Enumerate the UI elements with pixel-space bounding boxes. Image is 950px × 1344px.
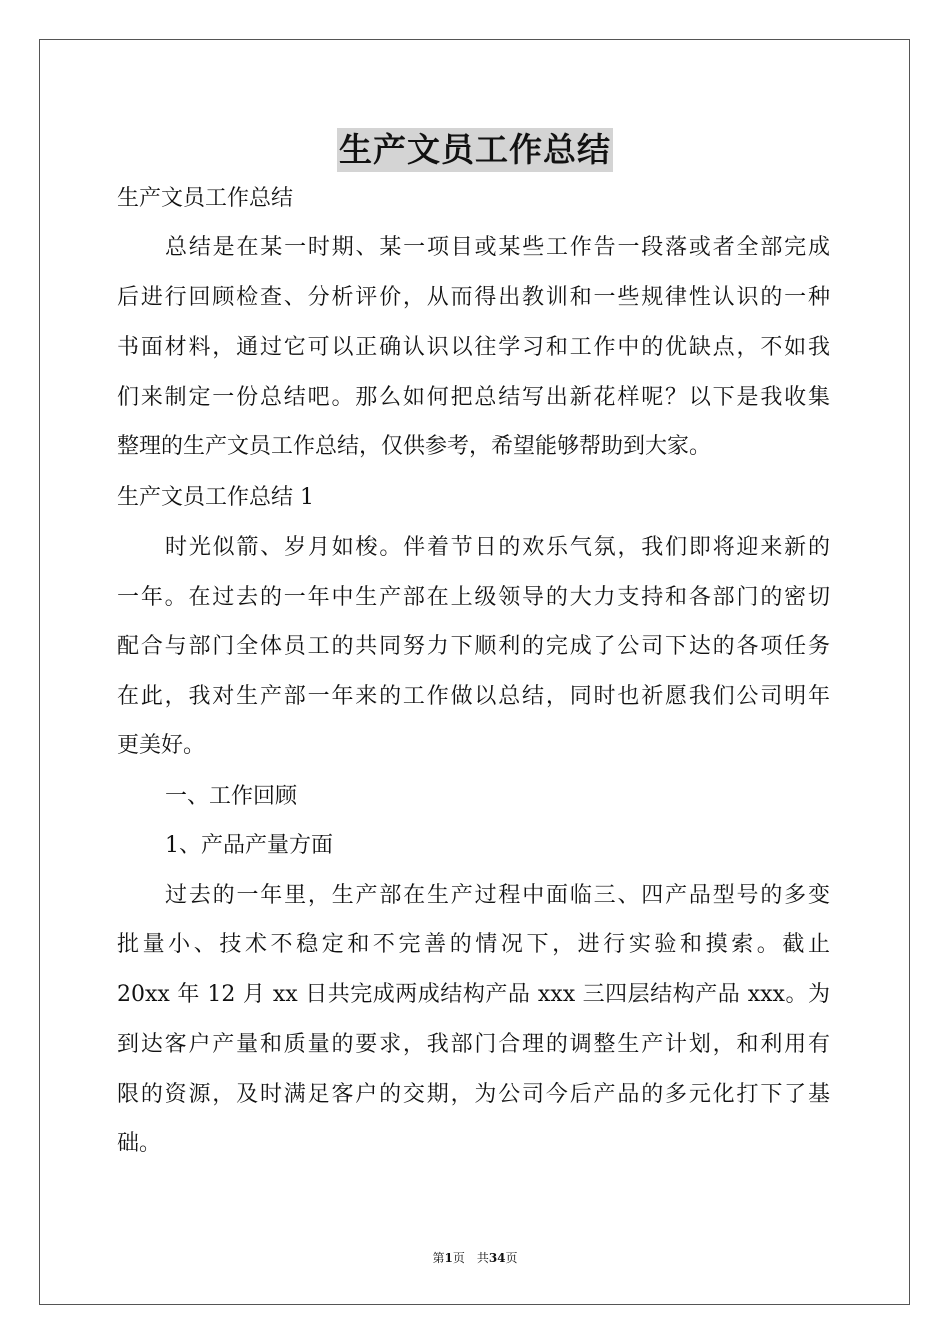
page-border (39, 39, 910, 1305)
subtitle: 生产文员工作总结 (117, 186, 294, 211)
intro-line: 整理的生产文员工作总结，仅供参考，希望能够帮助到大家。 (117, 434, 712, 459)
intro-line: 后进行回顾检查、分析评价，从而得出教训和一些规律性认识的一种 (117, 285, 830, 310)
footer-mid: 页 共 (452, 1251, 489, 1265)
para2-line: 过去的一年里，生产部在生产过程中面临三、四产品型号的多变 (165, 883, 830, 908)
section-title: 生产文员工作总结 1 (117, 485, 314, 510)
title-wrap (0, 128, 950, 172)
intro-line: 们来制定一份总结吧。那么如何把总结写出新花样呢？以下是我收集 (117, 385, 830, 410)
para2-line: 到达客户产量和质量的要求，我部门合理的调整生产计划，和利用有 (117, 1032, 830, 1057)
heading-work-review: 一、工作回顾 (165, 784, 298, 809)
footer-page-total: 34 (488, 1251, 506, 1265)
heading-product-output: 1、产品产量方面 (165, 833, 333, 858)
para2-line: 批量小、技术不稳定和不完善的情况下，进行实验和摸索。截止 (117, 932, 830, 957)
para2-line: 限的资源，及时满足客户的交期，为公司今后产品的多元化打下了基 (117, 1082, 830, 1107)
para1-line: 一年。在过去的一年中生产部在上级领导的大力支持和各部门的密切 (117, 585, 830, 610)
document-title: 生产文员工作总结 (337, 128, 613, 172)
intro-line: 总结是在某一时期、某一项目或某些工作告一段落或者全部完成 (165, 235, 830, 260)
footer-suffix: 页 (505, 1251, 518, 1265)
para2-line: 础。 (117, 1131, 162, 1156)
para1-line: 在此，我对生产部一年来的工作做以总结，同时也祈愿我们公司明年 (117, 684, 830, 709)
footer-prefix: 第 (432, 1251, 445, 1265)
para2-line: 20xx 年 12 月 xx 日共完成两成结构产品 xxx 三四层结构产品 xxx。为 (117, 982, 830, 1007)
intro-line: 书面材料，通过它可以正确认识以往学习和工作中的优缺点，不如我 (117, 335, 830, 360)
para1-line: 更美好。 (117, 733, 206, 758)
para1-line: 配合与部门全体员工的共同努力下顺利的完成了公司下达的各项任务 (117, 634, 830, 659)
page-footer (0, 1250, 950, 1266)
para1-line: 时光似箭、岁月如梭。伴着节日的欢乐气氛，我们即将迎来新的 (165, 535, 830, 560)
footer-page-number: 1 (444, 1251, 453, 1265)
